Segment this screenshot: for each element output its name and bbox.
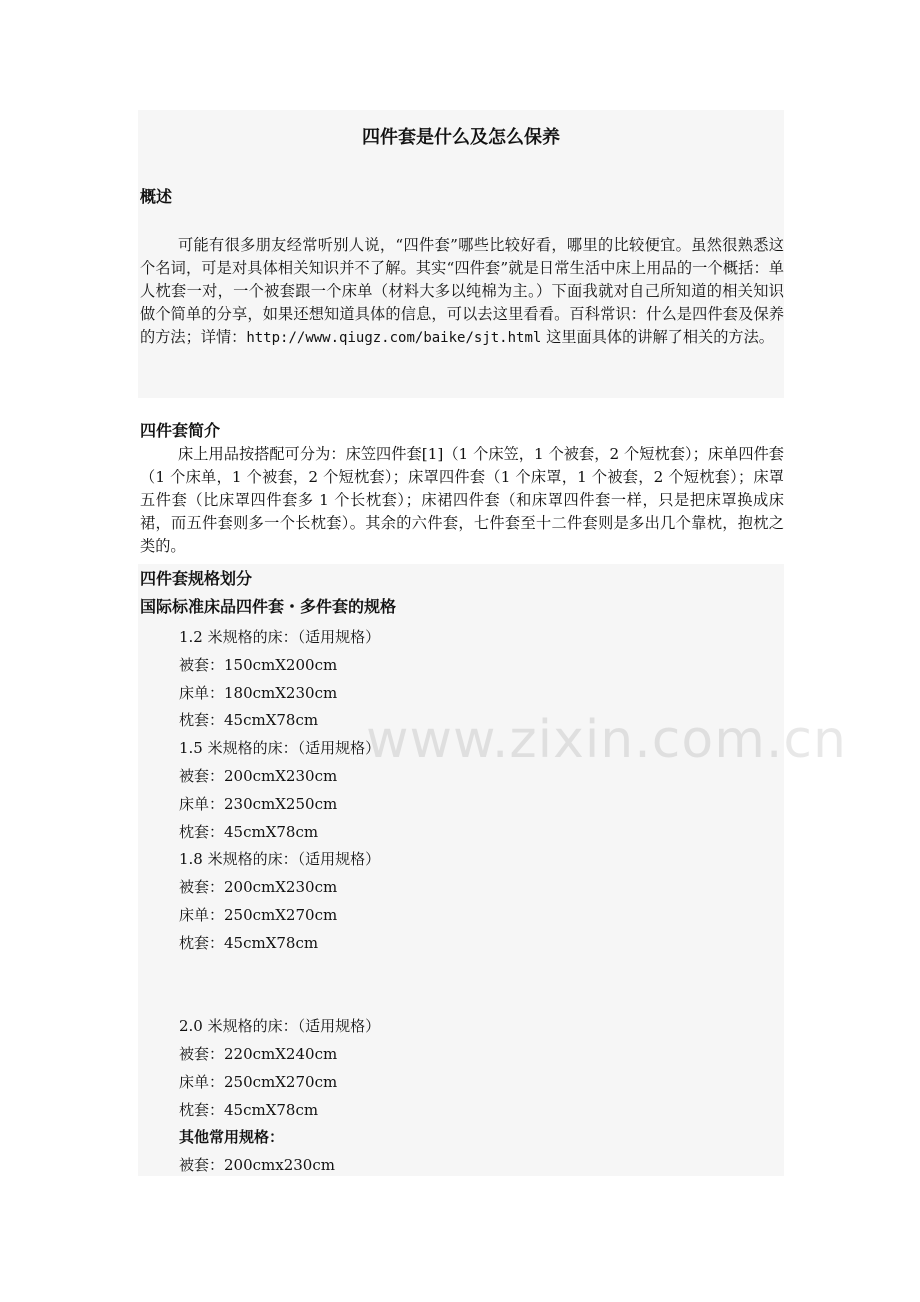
spec-line: 枕套：45cmX78cm bbox=[179, 1100, 319, 1119]
intro-paragraph: 床上用品按搭配可分为：床笠四件套[1]（1 个床笠，1 个被套，2 个短枕套）；床单四件套（1 个床单，1 个被套，2 个短枕套）；床罩四件套（1 个床罩，1 个被套，2 个短枕套）；床罩五件套（比床罩四件套多 1 个长枕套）；床裙四件套（和床罩四件套一样，只是把床罩换成床裙，而五件套则多一个长枕套）。其余的六件套，七件套至十二件套则是多出几个靠枕，抱枕之类的。 bbox=[140, 445, 784, 555]
intro-heading: 四件套简介 bbox=[140, 421, 221, 440]
overview-text-1: 可能有很多朋友经常听别人说，“四件套”哪些比较好看，哪里的比较便宜。虽然很熟悉这个名词，可是对具体相关知识并不了解。其实“四件套”就是日常生活中床上用品的一个概括：单人枕套一对，一个被套跟一个床单（材料大多以纯棉为主。）下面我就对自己所知道的相关知识做个简单的分享，如果还想知道具体的信息，可以去这里看看。百科常识：什么是四件套及保养的方法；详情： bbox=[140, 236, 784, 346]
spec-subheading: 国际标准床品四件套・多件套的规格 bbox=[140, 597, 397, 616]
spec-line: 枕套：45cmX78cm bbox=[179, 933, 319, 952]
spec-line: 被套：150cmX200cm bbox=[179, 655, 338, 674]
spec-line: 被套：200cmX230cm bbox=[179, 766, 338, 785]
spec-line: 1.5 米规格的床：（适用规格） bbox=[179, 739, 381, 758]
spec-line: 枕套：45cmX78cm bbox=[179, 711, 319, 730]
spec-list bbox=[179, 624, 380, 1180]
spec-line: 床单：250cmX270cm bbox=[179, 905, 338, 924]
spec-spacer bbox=[179, 958, 380, 1014]
spec-line: 2.0 米规格的床：（适用规格） bbox=[179, 1017, 381, 1036]
spec-line: 1.8 米规格的床：（适用规格） bbox=[179, 850, 381, 869]
spec-line: 床单：230cmX250cm bbox=[179, 794, 338, 813]
spec-other-heading: 其他常用规格： bbox=[179, 1128, 285, 1147]
spec-line: 被套：220cmX240cm bbox=[179, 1044, 338, 1063]
overview-paragraph bbox=[140, 234, 784, 350]
spec-line: 被套：200cmx230cm bbox=[179, 1156, 335, 1175]
spec-line: 床单：180cmX230cm bbox=[179, 683, 338, 702]
spec-line: 1.2 米规格的床：（适用规格） bbox=[179, 628, 381, 646]
spec-line: 床单：250cmX270cm bbox=[179, 1072, 338, 1091]
spec-heading: 四件套规格划分 bbox=[140, 569, 253, 588]
overview-url-link[interactable]: http://www.qiugz.com/baike/sjt.html bbox=[246, 330, 542, 346]
document-page bbox=[138, 110, 784, 1176]
overview-heading: 概述 bbox=[140, 187, 173, 206]
spec-line: 被套：200cmX230cm bbox=[179, 878, 338, 897]
overview-text-2: 这里面具体的讲解了相关的方法。 bbox=[541, 328, 774, 346]
spec-line: 枕套：45cmX78cm bbox=[179, 822, 319, 841]
page-title: 四件套是什么及怎么保养 bbox=[362, 127, 560, 148]
